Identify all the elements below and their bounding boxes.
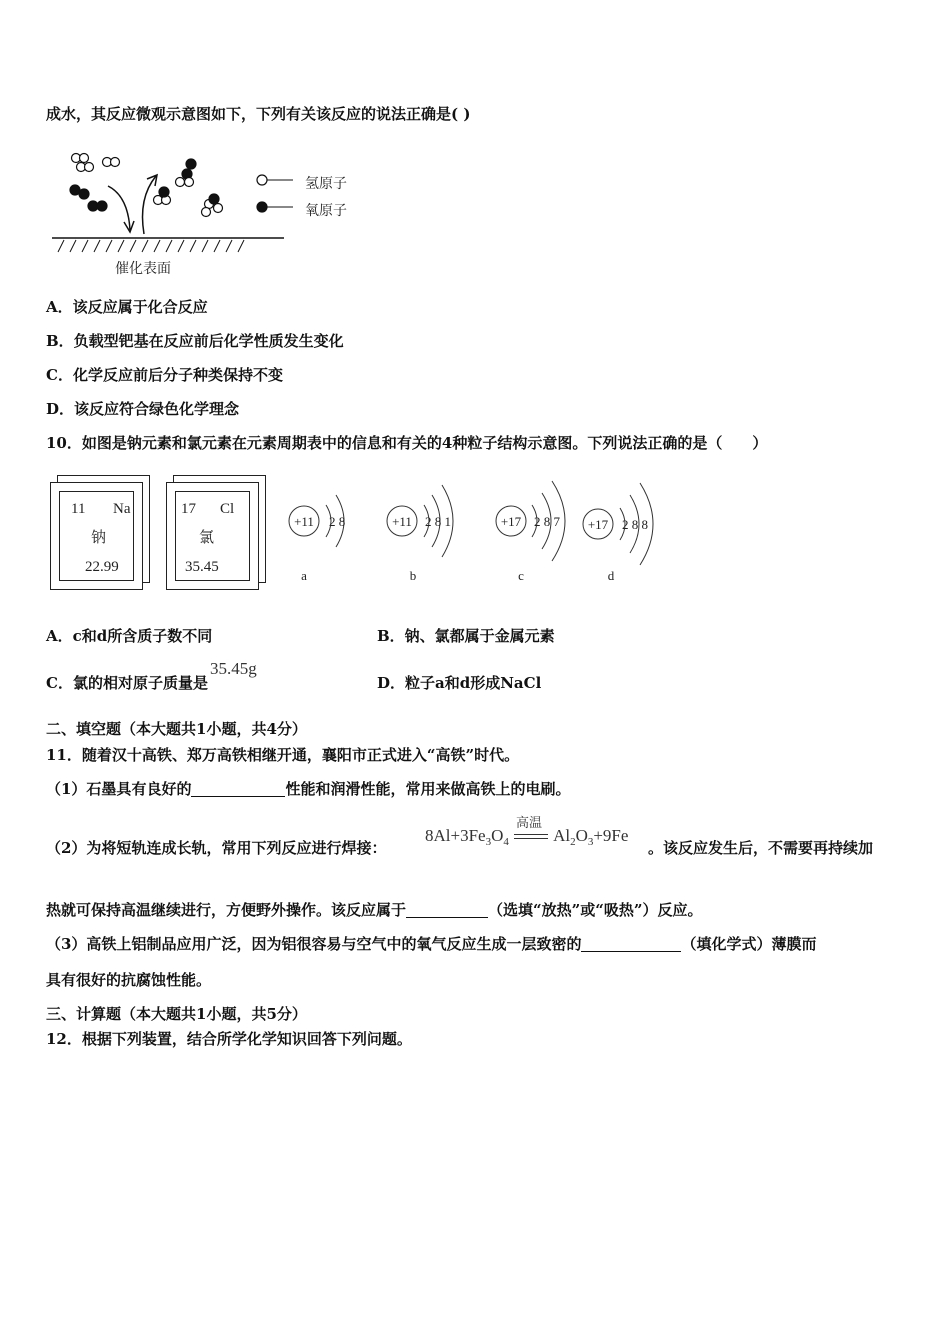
- section-3-heading: 三、计算题（本大题共1小题，共5分）: [46, 1005, 307, 1023]
- atomic-number: 17: [181, 501, 196, 517]
- particle-c-label: c: [518, 568, 524, 583]
- q11-part2-line2: [46, 899, 703, 920]
- q11-part1-after: 性能和润滑性能，常用来做高铁上的电刷。: [285, 780, 571, 798]
- eq-sub: 4: [503, 836, 509, 849]
- welding-equation: [425, 814, 629, 849]
- q10-option-a[interactable]: A．c和d所含质子数不同: [46, 627, 213, 645]
- particle-a-nucleus: +11: [294, 514, 314, 529]
- q11-part1-before: （1）石墨具有良好的: [46, 780, 192, 798]
- eq-product-al: Al: [553, 826, 571, 845]
- q9-option-b[interactable]: B．负载型钯基在反应前后化学性质发生变化: [46, 332, 344, 350]
- particle-b-label: b: [409, 568, 417, 583]
- q11-part2-before: （2）为将短轨连成长轨，常用下列反应进行焊接：: [46, 839, 387, 857]
- q11-part3: [46, 933, 816, 954]
- legend-oxygen: 氧原子: [305, 203, 347, 219]
- element-name: 钠: [91, 528, 107, 546]
- q11-part1: [46, 778, 570, 799]
- section-2-heading: 二、填空题（本大题共1小题，共4分）: [46, 720, 307, 738]
- answer-blank-3[interactable]: [581, 936, 681, 952]
- particle-d-shells: 2 8 8: [622, 517, 648, 532]
- eq-oxygen: O: [491, 826, 504, 845]
- surface-label: 催化表面: [115, 261, 171, 277]
- particle-d-nucleus: +17: [587, 517, 609, 532]
- particle-c-nucleus: +17: [500, 514, 522, 529]
- eq-equals-sign: [514, 814, 548, 842]
- particle-a-label: a: [301, 568, 307, 583]
- atomic-mass: 22.99: [85, 559, 119, 575]
- element-symbol: Cl: [220, 501, 235, 517]
- element-symbol: Na: [113, 501, 131, 517]
- q11-part3-after: （填化学式）薄膜而: [681, 935, 817, 953]
- eq-oxygen: O: [575, 826, 588, 845]
- legend-hydrogen: 氢原子: [305, 176, 347, 192]
- eq-sub: 3: [587, 836, 594, 849]
- q10-option-c-text: C．氯的相对原子质量是: [46, 674, 208, 692]
- q12-stem: 12．根据下列装置，结合所学化学知识回答下列问题。: [46, 1030, 412, 1048]
- eq-condition: 高温: [515, 814, 542, 830]
- answer-blank-1[interactable]: [191, 781, 285, 797]
- q10-option-c-value: 35.45g: [209, 659, 257, 678]
- particle-d-label: d: [607, 568, 615, 583]
- q9-option-c[interactable]: C．化学反应前后分子种类保持不变: [46, 366, 283, 384]
- element-card-sodium: [50, 482, 143, 590]
- particle-b-shells: 2 8 1: [425, 514, 451, 529]
- atomic-number: 11: [71, 501, 86, 517]
- eq-sub: 2: [570, 836, 576, 849]
- eq-reactant-1: 8Al+3Fe: [425, 826, 486, 845]
- q9-option-a[interactable]: A．该反应属于化合反应: [46, 298, 208, 316]
- element-name: 氯: [199, 528, 215, 546]
- eq-sub: 3: [485, 836, 492, 849]
- answer-blank-2[interactable]: [406, 902, 488, 918]
- q11-part2-after: 。该反应发生后，不需要再持续加: [648, 839, 874, 857]
- q10-option-c[interactable]: [46, 659, 257, 693]
- q11-stem: 11．随着汉十高铁、郑万高铁相继开通，襄阳市正式进入“高铁”时代。: [46, 746, 520, 764]
- q11-part3-before: （3）高铁上铝制品应用广泛，因为铝很容易与空气中的氧气反应生成一层致密的: [46, 935, 582, 953]
- q11-part2-line2-after: （选填“放热”或“吸热”）反应。: [488, 901, 703, 919]
- element-card-chlorine: [166, 482, 259, 590]
- q11-part2-line2-before: 热就可保持高温继续进行，方便野外操作。该反应属于: [46, 901, 407, 919]
- particle-c-shells: 2 8 7: [534, 514, 560, 529]
- eq-product-fe: +9Fe: [593, 826, 629, 845]
- particle-b-nucleus: +11: [392, 514, 412, 529]
- q9-intro: 成水，其反应微观示意图如下，下列有关该反应的说法正确是( ): [46, 105, 471, 123]
- atomic-mass: 35.45: [185, 559, 219, 575]
- particle-diagrams: [280, 465, 680, 590]
- particle-a-shells: 2 8: [329, 514, 346, 529]
- q10-option-d[interactable]: D．粒子a和d形成NaCl: [377, 674, 542, 692]
- q10-option-b[interactable]: B．钠、氯都属于金属元素: [377, 627, 555, 645]
- q11-part2: [46, 837, 386, 858]
- q9-option-d[interactable]: D．该反应符合绿色化学理念: [46, 400, 240, 418]
- q11-part3-line2: 具有很好的抗腐蚀性能。: [46, 971, 212, 989]
- q10-stem: 10．如图是钠元素和氯元素在元素周期表中的信息和有关的4种粒子结构示意图。下列说法正确的是（ ）: [46, 434, 768, 452]
